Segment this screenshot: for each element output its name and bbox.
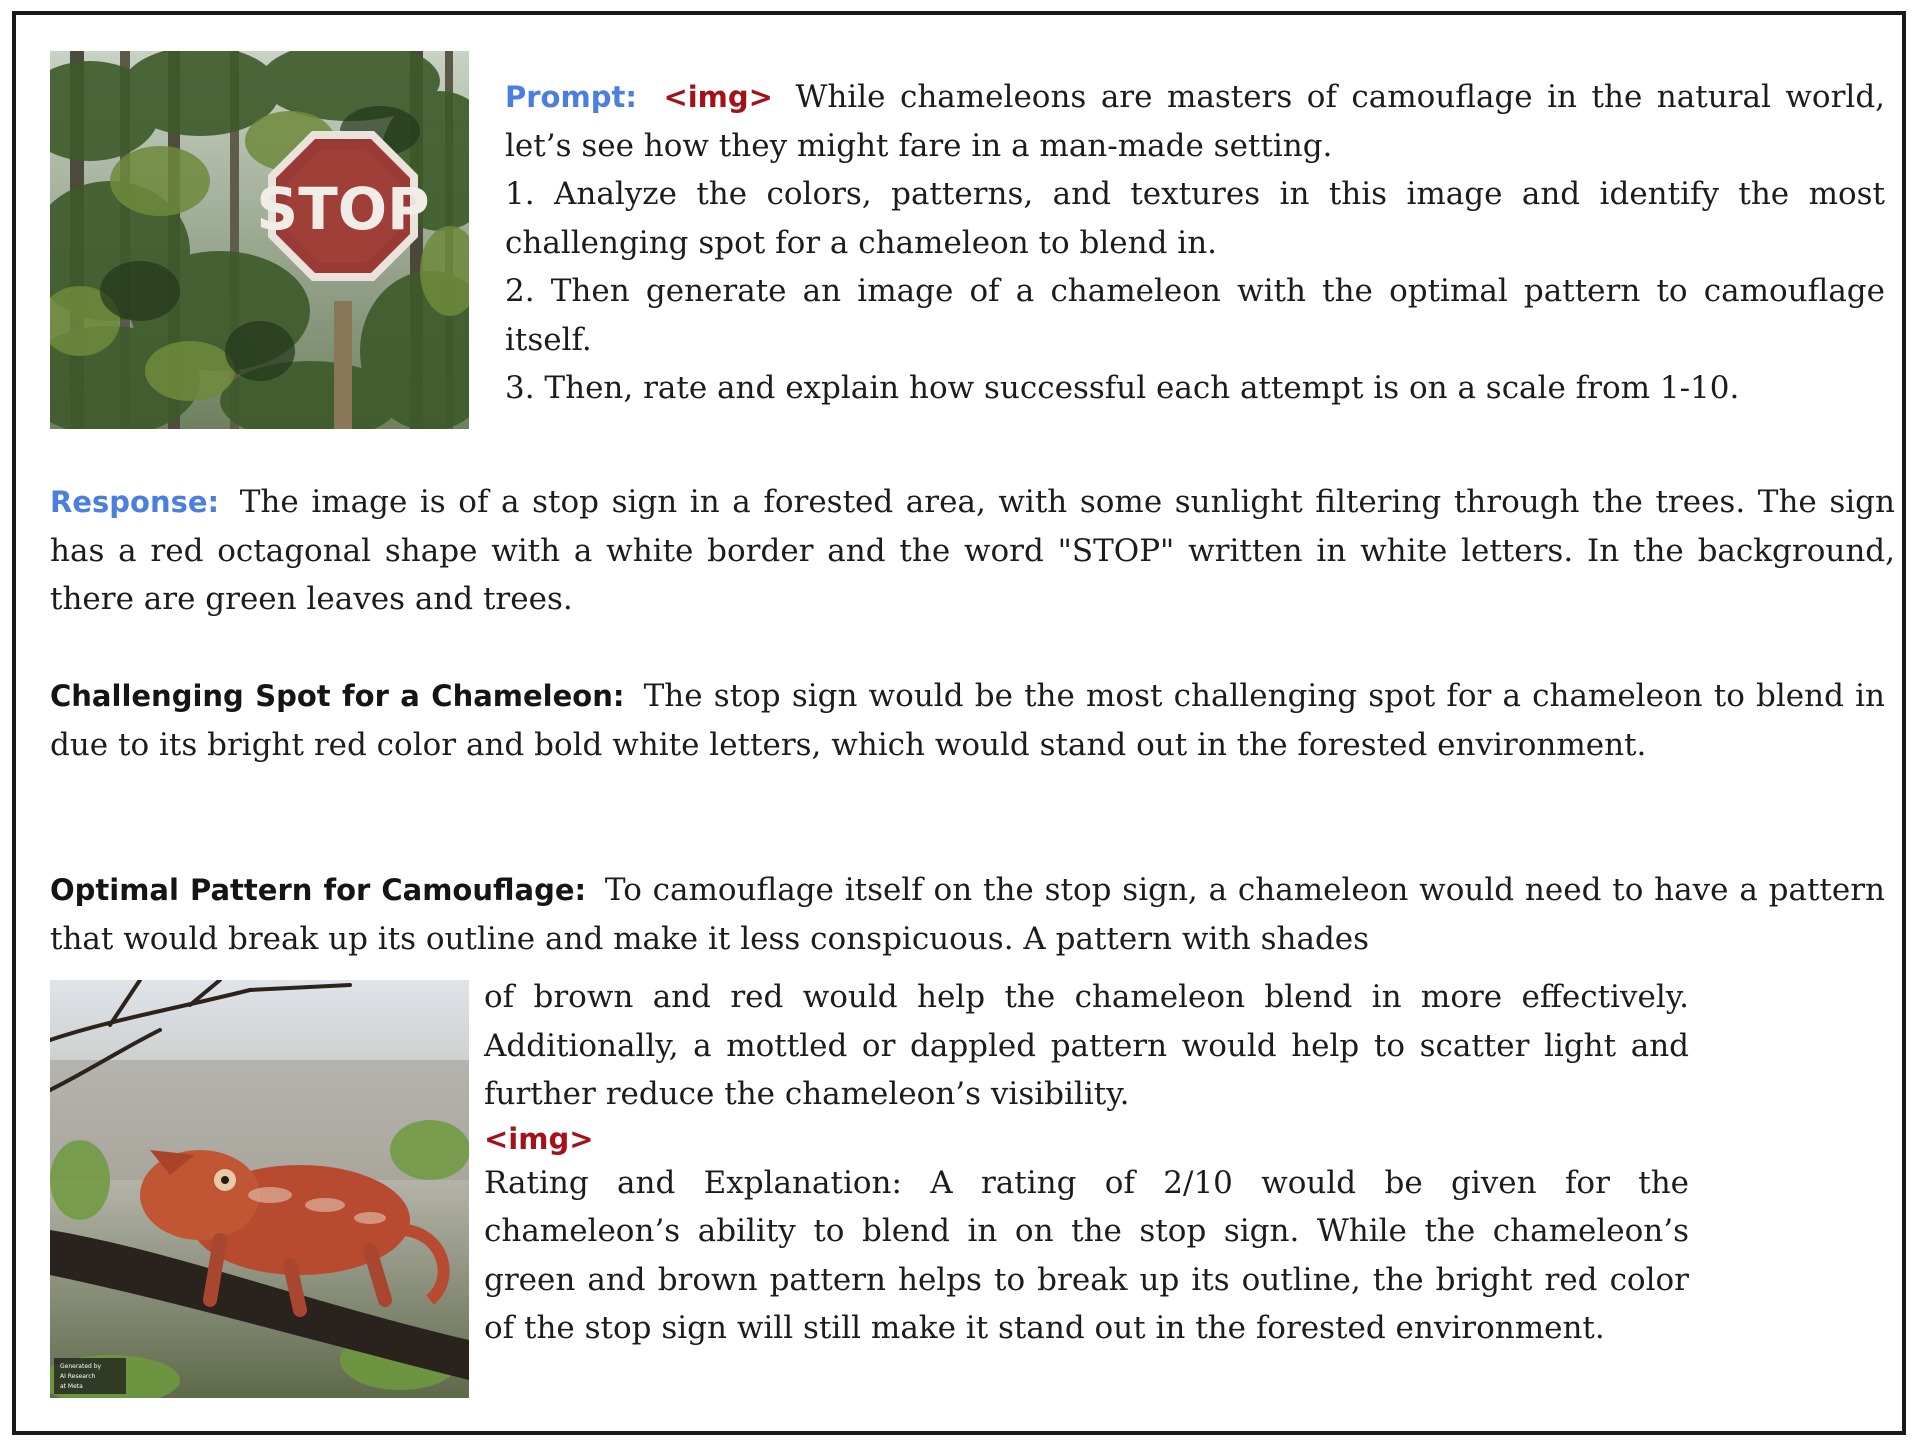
prompt-img-tag: <img> bbox=[663, 80, 773, 114]
watermark-line-3: at Meta bbox=[60, 1383, 83, 1390]
response-paragraph bbox=[50, 478, 1895, 624]
optimal-paragraph bbox=[50, 866, 1885, 963]
prompt-step-3: 3. Then, rate and explain how successful each attempt is on a scale from 1-10. bbox=[505, 370, 1740, 406]
response-text: The image is of a stop sign in a forested area, with some sunlight filtering through the trees. The sign has a red octagonal shape with a white border and the word "STOP" written in white letters. In the background, there are green leaves and trees. bbox=[50, 484, 1895, 617]
stop-sign-text: STOP bbox=[256, 175, 430, 243]
chameleon-image bbox=[50, 980, 469, 1398]
optimal-text-side: of brown and red would help the chameleon blend in more effectively. Additionally, a mottled or dappled pattern would help to scatter light and further reduce the chameleon’s visibility. bbox=[484, 979, 1689, 1112]
watermark-line-2: AI Research bbox=[60, 1373, 96, 1380]
response-label: Response: bbox=[50, 485, 220, 519]
stop-sign-illustration bbox=[50, 51, 469, 429]
optimal-label: Optimal Pattern for Camouflage: bbox=[50, 873, 587, 907]
optimal-side-paragraph bbox=[484, 973, 1689, 1353]
prompt-step-1: 1. Analyze the colors, patterns, and textures in this image and identify the most challenging spot for a chameleon to blend in. bbox=[505, 176, 1885, 261]
optimal-img-tag: <img> bbox=[484, 1121, 594, 1156]
figure-frame bbox=[12, 11, 1906, 1435]
chameleon-illustration bbox=[50, 980, 469, 1398]
prompt-step-2: 2. Then generate an image of a chameleon with the optimal pattern to camouflage itself. bbox=[505, 273, 1885, 358]
prompt-paragraph bbox=[505, 73, 1885, 413]
challenging-label: Challenging Spot for a Chameleon: bbox=[50, 679, 625, 713]
challenging-paragraph bbox=[50, 672, 1885, 769]
stop-sign-image bbox=[50, 51, 469, 429]
challenging-text: The stop sign would be the most challenging spot for a chameleon to blend in due to its bright red color and bold white letters, which would stand out in the forested environment. bbox=[50, 678, 1885, 763]
rating-text: Rating and Explanation: A rating of 2/10 would be given for the chameleon’s ability to blend in on the stop sign. While the chameleon’s green and brown pattern helps to break up its outline, the bright red color of the stop sign will still make it stand out in the forested environment. bbox=[484, 1164, 1689, 1346]
optimal-text-top: To camouflage itself on the stop sign, a chameleon would need to have a pattern that would break up its outline and make it less conspicuous. A pattern with shades bbox=[50, 872, 1885, 957]
watermark-line-1: Generated by bbox=[60, 1363, 102, 1370]
prompt-label: Prompt: bbox=[505, 80, 637, 114]
prompt-intro: While chameleons are masters of camouflage in the natural world, let’s see how they might fare in a man-made setting. bbox=[505, 79, 1886, 164]
